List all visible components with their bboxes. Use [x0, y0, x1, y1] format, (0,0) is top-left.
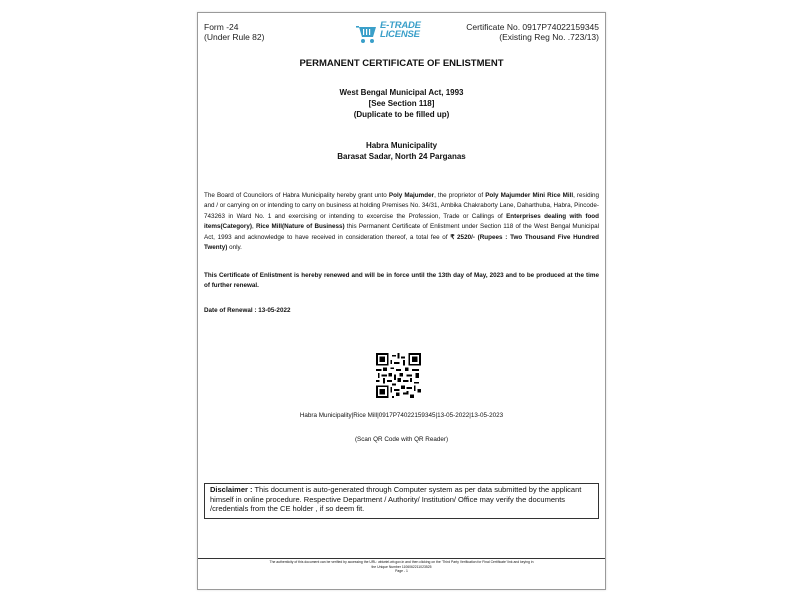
footer-line-1: The authenticity of this document can be verified by accessing the URL: wbiwtel.wb.gov.in and then clicking on the 'Third Party Verification for Final Certificate' link and keying in — [269, 560, 534, 564]
logo-wordmark: E-TRADE LICENSE — [380, 20, 421, 40]
municipality-name: Habra Municipality — [365, 141, 438, 150]
etrade-license-logo — [354, 21, 426, 47]
page-number: Page - 1 — [395, 569, 408, 573]
certificate-number-block — [466, 22, 599, 42]
fee-amount: ₹ 2520/- (Rupees : Two Thousand Five Hundred Twenty) — [204, 233, 599, 252]
business-category: Enterprises dealing with food items(Category) — [204, 212, 599, 231]
footer-line-2: the Unique Number 1106062211023525 — [371, 564, 432, 569]
grant-paragraph: The Board of Councilors of Habra Municipality hereby grant unto Poly Majumder, the proprietor of Poly Majumder Mini Rice Mill, residing and / or carrying on or intending to carry on business at holding Premises No. 34/31, Ambika Chakraborty Lane, Daharthuba, Habra, Pincode- 743263 in Ward No. 1 and exercising or intending to excercise the Profession, Trade or Callings of Enterprises dealing with food items(Category), Rice Mill(Nature of Business) this Permanent Certificate of Enlistment under Section 118 of the West Bengal Municipal Act, 1993 and acknowledge to have received in consideration thereof, a total fee of ₹ 2520/- (Rupees : Two Thousand Five Hundred Twenty) only. — [204, 192, 599, 252]
disclaimer-text: This document is auto-generated through Computer system as per data submitted by the applicant himself in online procedure. Respective Department / Authority/ Institution/ Office may verify the documents /credentials from the CE holder , if so deem fit. — [210, 485, 582, 513]
authority-block — [198, 140, 605, 162]
business-nature: Rice Mill(Nature of Business) — [255, 223, 345, 231]
act-block — [198, 87, 605, 120]
renewal-date: Date of Renewal : 13-05-2022 — [204, 307, 291, 314]
act-name: West Bengal Municipal Act, 1993 — [339, 88, 464, 97]
cart-icon — [354, 21, 380, 45]
holder-name: Poly Majumder — [388, 192, 435, 199]
act-section: [See Section 118] — [368, 99, 435, 108]
certificate-page — [197, 12, 606, 590]
form-number: Form -24 — [204, 22, 239, 32]
disclaimer-label: Disclaimer : — [210, 485, 253, 494]
qr-caption: Habra Municipality|Rice Mill|0917P74022159345|13-05-2022|13-05-2023 — [299, 412, 504, 419]
disclaimer-box — [204, 483, 599, 519]
verification-footer — [198, 558, 605, 574]
qr-code — [376, 353, 421, 398]
rule-reference: (Under Rule 82) — [204, 32, 265, 42]
certificate-title: PERMANENT CERTIFICATE OF ENLISTMENT — [299, 58, 504, 69]
district-name: Barasat Sadar, North 24 Parganas — [337, 152, 466, 161]
business-name: Poly Majumder Mini Rice Mill — [485, 192, 574, 199]
existing-reg-number: (Existing Reg No. .723/13) — [499, 32, 599, 42]
duplicate-note: (Duplicate to be filled up) — [353, 110, 450, 119]
certificate-number: Certificate No. 0917P74022159345 — [466, 22, 599, 32]
qr-scan-note: (Scan QR Code with QR Reader) — [354, 436, 449, 443]
renewal-paragraph: This Certificate of Enlistment is hereby renewed and will be in force until the 13th day of May, 2023 and to be produced at the time of further renewal. — [204, 272, 599, 290]
form-number-block — [204, 22, 264, 42]
